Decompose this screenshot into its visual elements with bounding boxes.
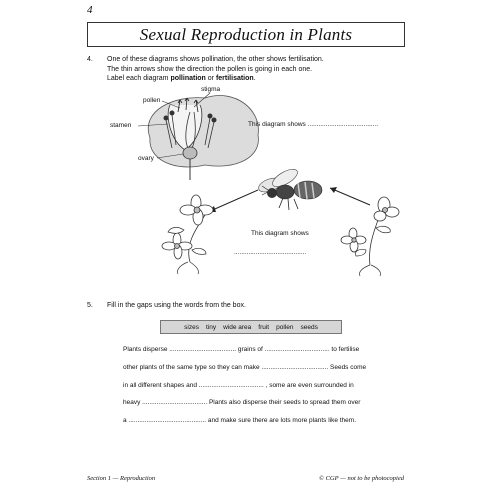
diagram-1-answer-line[interactable]: This diagram shows ....................................... bbox=[248, 121, 379, 128]
word-wide-area: wide area bbox=[223, 323, 252, 331]
flower-cross-section bbox=[138, 93, 258, 180]
word-fruit: fruit bbox=[258, 323, 270, 331]
label-stigma: stigma bbox=[201, 86, 221, 93]
label-ovary: ovary bbox=[138, 155, 154, 162]
footer-copyright: © CGP — not to be photocopied bbox=[319, 475, 404, 482]
footer-section: Section 1 — Reproduction bbox=[87, 475, 156, 482]
word-tiny: tiny bbox=[205, 323, 217, 331]
question-5-number: 5. bbox=[87, 302, 93, 309]
right-flower-plant bbox=[341, 197, 399, 276]
fertilisation-word: fertilisation bbox=[215, 75, 254, 82]
question-4-line-2: The thin arrows show the direction the pollen is going in each one. bbox=[107, 65, 313, 73]
page-title: Sexual Reproduction in Plants bbox=[139, 24, 353, 44]
left-flower-plant bbox=[162, 195, 213, 274]
question-4-number: 4. bbox=[87, 56, 93, 63]
diagram-2-answer-line[interactable]: ........................................ bbox=[234, 249, 307, 256]
question-4-line-1: One of these diagrams shows pollination, the other shows fertilisation. bbox=[107, 56, 324, 63]
pollination-word: pollination bbox=[170, 75, 206, 82]
word-pollen: pollen bbox=[276, 323, 294, 331]
period: . bbox=[253, 75, 256, 82]
diagram-2-prompt: This diagram shows bbox=[251, 230, 309, 237]
word-sizes: sizes bbox=[184, 323, 199, 331]
fill-line-2[interactable]: other plants of the same type so they can make ..................................... Seeds come bbox=[123, 364, 367, 371]
fill-line-4[interactable]: heavy .................................... Plants also disperse their seeds to spread them over bbox=[123, 399, 361, 406]
fill-line-3[interactable]: in all different shapes and .................................... , some are even surrounded in bbox=[123, 382, 354, 389]
bee-illustration bbox=[257, 166, 322, 210]
word-box bbox=[160, 320, 342, 334]
page-number: 4 bbox=[87, 4, 93, 16]
label-pollen: pollen bbox=[143, 97, 161, 104]
or-word: or bbox=[205, 75, 216, 82]
label-stamen: stamen bbox=[110, 122, 132, 129]
question-4-line-3-prefix: Label each diagram bbox=[107, 75, 171, 82]
fill-line-5[interactable]: a ........................................... and make sure there are lots more plants like them. bbox=[123, 417, 357, 424]
fill-line-1[interactable]: Plants disperse ..................................... grains of .................................... to fertilise bbox=[123, 346, 360, 353]
question-5-text: Fill in the gaps using the words from the box. bbox=[107, 302, 246, 309]
word-seeds: seeds bbox=[300, 323, 318, 331]
